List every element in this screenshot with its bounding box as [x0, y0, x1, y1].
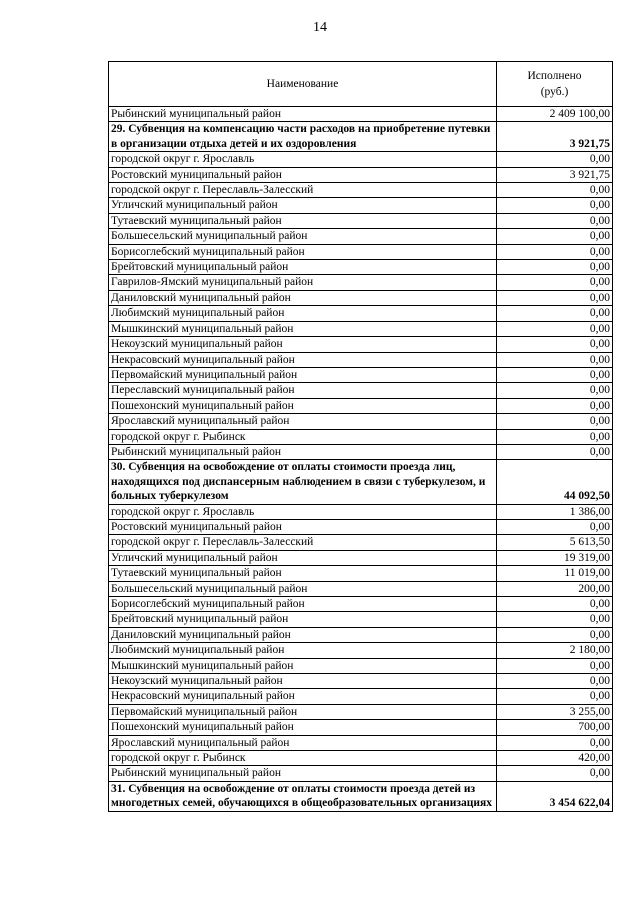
row-name: Большесельский муниципальный район [109, 581, 497, 596]
row-name: городской округ г. Рыбинск [109, 751, 497, 766]
row-value: 0,00 [497, 152, 613, 167]
table-row [109, 414, 613, 429]
table-row [109, 658, 613, 673]
table-row [109, 597, 613, 612]
row-name: Даниловский муниципальный район [109, 290, 497, 305]
table-row [109, 183, 613, 198]
row-name: Тутаевский муниципальный район [109, 566, 497, 581]
row-name: Некоузский муниципальный район [109, 337, 497, 352]
row-name: Рыбинский муниципальный район [109, 107, 497, 122]
row-value: 0,00 [497, 444, 613, 459]
row-name: Ростовский муниципальный район [109, 519, 497, 534]
table-row [109, 612, 613, 627]
table-row [109, 229, 613, 244]
table-row [109, 321, 613, 336]
table-row [109, 213, 613, 228]
row-value: 0,00 [497, 260, 613, 275]
table-row [109, 751, 613, 766]
row-value: 0,00 [497, 429, 613, 444]
row-name: городской округ г. Ярославль [109, 152, 497, 167]
row-value: 420,00 [497, 751, 613, 766]
row-value: 19 319,00 [497, 550, 613, 565]
table-row [109, 674, 613, 689]
table-row [109, 398, 613, 413]
row-value: 0,00 [497, 519, 613, 534]
table-row [109, 290, 613, 305]
header-value-line2: (руб.) [540, 86, 569, 98]
row-name: Борисоглебский муниципальный район [109, 597, 497, 612]
row-value: 0,00 [497, 383, 613, 398]
table-row [109, 550, 613, 565]
row-value: 2 180,00 [497, 643, 613, 658]
header-name-cell: Наименование [109, 62, 497, 107]
row-name: Гаврилов-Ямский муниципальный район [109, 275, 497, 290]
table-row [109, 167, 613, 182]
section-total: 44 092,50 [497, 460, 613, 504]
table-row [109, 306, 613, 321]
row-value: 0,00 [497, 321, 613, 336]
table-row [109, 643, 613, 658]
row-value: 0,00 [497, 414, 613, 429]
row-name: Первомайский муниципальный район [109, 367, 497, 382]
table-row [109, 735, 613, 750]
row-value: 0,00 [497, 612, 613, 627]
row-value: 11 019,00 [497, 566, 613, 581]
table-row [109, 535, 613, 550]
row-value: 0,00 [497, 337, 613, 352]
row-value: 0,00 [497, 674, 613, 689]
row-name: Пошехонский муниципальный район [109, 398, 497, 413]
row-value: 0,00 [497, 306, 613, 321]
row-name: Большесельский муниципальный район [109, 229, 497, 244]
row-name: Переславский муниципальный район [109, 383, 497, 398]
row-value: 0,00 [497, 367, 613, 382]
report-table [108, 61, 613, 812]
row-name: городской округ г. Переславль-Залесский [109, 535, 497, 550]
table-row [109, 704, 613, 719]
row-name: Угличский муниципальный район [109, 550, 497, 565]
table-row [109, 260, 613, 275]
row-value: 0,00 [497, 213, 613, 228]
row-value: 0,00 [497, 398, 613, 413]
section-title: 30. Субвенция на освобождение от оплаты стоимости проезда лиц, находящихся под диспансерным наблюдением в связи с туберкулезом, и больных туберкулезом [109, 460, 497, 504]
row-name: Брейтовский муниципальный район [109, 612, 497, 627]
row-value: 0,00 [497, 183, 613, 198]
row-name: Любимский муниципальный район [109, 306, 497, 321]
row-name: Рыбинский муниципальный район [109, 766, 497, 781]
row-value: 0,00 [497, 244, 613, 259]
table-row [109, 352, 613, 367]
row-name: городской округ г. Ярославль [109, 504, 497, 519]
row-value: 0,00 [497, 597, 613, 612]
section-total: 3 454 622,04 [497, 781, 613, 811]
table-row [109, 383, 613, 398]
row-name: Брейтовский муниципальный район [109, 260, 497, 275]
table-row [109, 720, 613, 735]
row-name: Некоузский муниципальный район [109, 674, 497, 689]
table-row [109, 244, 613, 259]
row-name: Угличский муниципальный район [109, 198, 497, 213]
row-value: 0,00 [497, 735, 613, 750]
table-row [109, 275, 613, 290]
table-row [109, 152, 613, 167]
row-value: 0,00 [497, 275, 613, 290]
row-value: 0,00 [497, 766, 613, 781]
row-value: 200,00 [497, 581, 613, 596]
table-row [109, 337, 613, 352]
table-row [109, 566, 613, 581]
header-value-line1: Исполнено [527, 70, 582, 82]
row-name: Даниловский муниципальный район [109, 627, 497, 642]
row-name: Ярославский муниципальный район [109, 735, 497, 750]
row-name: Некрасовский муниципальный район [109, 352, 497, 367]
row-name: Первомайский муниципальный район [109, 704, 497, 719]
section-title: 31. Субвенция на освобождение от оплаты стоимости проезда детей из многодетных семей, обучающихся в общеобразовательных организациях [109, 781, 497, 811]
table-row [109, 519, 613, 534]
row-name: Некрасовский муниципальный район [109, 689, 497, 704]
row-name: городской округ г. Переславль-Залесский [109, 183, 497, 198]
row-name: Мышкинский муниципальный район [109, 321, 497, 336]
table-row [109, 504, 613, 519]
row-value: 0,00 [497, 290, 613, 305]
row-name: Мышкинский муниципальный район [109, 658, 497, 673]
section-row [109, 122, 613, 152]
row-value: 0,00 [497, 689, 613, 704]
row-name: Ростовский муниципальный район [109, 167, 497, 182]
table-body [109, 107, 613, 812]
table-row [109, 689, 613, 704]
row-name: Рыбинский муниципальный район [109, 444, 497, 459]
section-title: 29. Субвенция на компенсацию части расходов на приобретение путевки в организации отдыха детей и их оздоровления [109, 122, 497, 152]
section-row [109, 781, 613, 811]
table-row [109, 107, 613, 122]
table-row [109, 627, 613, 642]
row-value: 0,00 [497, 627, 613, 642]
table-row [109, 581, 613, 596]
header-row [109, 62, 613, 107]
row-name: Пошехонский муниципальный район [109, 720, 497, 735]
row-value: 0,00 [497, 352, 613, 367]
page-number: 14 [313, 20, 327, 35]
row-value: 1 386,00 [497, 504, 613, 519]
row-name: Тутаевский муниципальный район [109, 213, 497, 228]
row-value: 3 255,00 [497, 704, 613, 719]
row-value: 0,00 [497, 229, 613, 244]
row-name: Любимский муниципальный район [109, 643, 497, 658]
section-row [109, 460, 613, 504]
section-total: 3 921,75 [497, 122, 613, 152]
row-value: 3 921,75 [497, 167, 613, 182]
row-name: Борисоглебский муниципальный район [109, 244, 497, 259]
row-value: 0,00 [497, 658, 613, 673]
header-value-cell [497, 62, 613, 107]
table-row [109, 444, 613, 459]
table-row [109, 766, 613, 781]
row-value: 0,00 [497, 198, 613, 213]
table-row [109, 367, 613, 382]
table-row [109, 429, 613, 444]
row-value: 5 613,50 [497, 535, 613, 550]
table-row [109, 198, 613, 213]
row-value: 2 409 100,00 [497, 107, 613, 122]
row-value: 700,00 [497, 720, 613, 735]
row-name: городской округ г. Рыбинск [109, 429, 497, 444]
row-name: Ярославский муниципальный район [109, 414, 497, 429]
